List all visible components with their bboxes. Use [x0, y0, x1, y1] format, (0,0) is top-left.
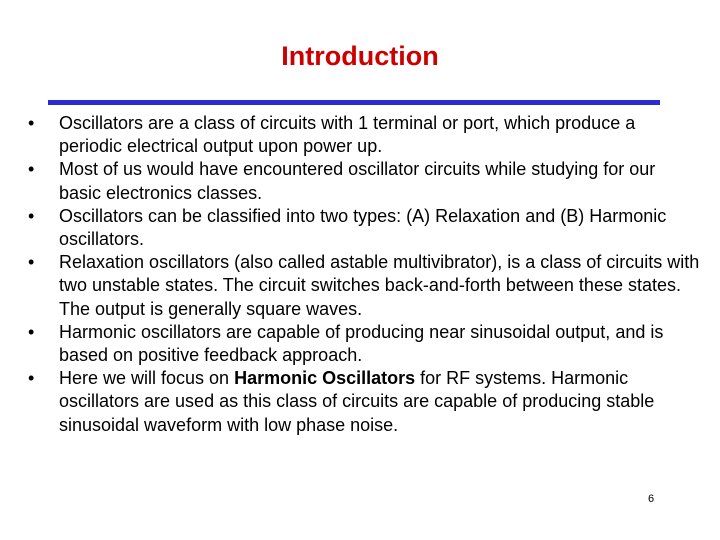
bullet-text-before: Here we will focus on	[59, 368, 235, 389]
bullet-list	[0, 112, 720, 437]
bullet-item-5	[0, 321, 720, 367]
bullet-item-3	[0, 205, 720, 251]
bullet-item-2	[0, 158, 720, 204]
bullet-marker: •	[28, 368, 35, 389]
bullet-marker: •	[28, 159, 35, 180]
bullet-text-after: for RF systems. Harmonic oscillators are used as this class of circuits are capable of producing stable sinusoidal waveform with low phase noise.	[59, 368, 655, 435]
bullet-marker: •	[28, 113, 35, 133]
bullet-item-1	[0, 112, 720, 158]
bullet-text: Most of us would have encountered oscillator circuits while studying for our basic electronics classes.	[59, 159, 656, 203]
page-number: 6	[648, 493, 655, 505]
bullet-marker: •	[28, 252, 35, 273]
bullet-text: Harmonic oscillators are capable of producing near sinusoidal output, and is based on positive feedback approach.	[59, 321, 664, 366]
bullet-bold-text: Harmonic Oscillators	[234, 368, 416, 389]
title-underline-rule	[48, 100, 660, 105]
bullet-text: Oscillators can be classified into two types: (A) Relaxation and (B) Harmonic oscillators.	[59, 205, 667, 250]
slide-title: Introduction	[281, 41, 439, 71]
bullet-marker: •	[28, 321, 35, 342]
bullet-text: Relaxation oscillators (also called astable multivibrator), is a class of circuits with two unstable states. The circuit switches back-and-forth between these states. The output is generally square waves.	[59, 252, 700, 319]
bullet-item-4	[0, 251, 720, 321]
bullet-text: Oscillators are a class of circuits with 1 terminal or port, which produce a periodic electrical output upon power up.	[59, 113, 636, 157]
bullet-item-6	[0, 367, 720, 437]
bullet-marker: •	[28, 205, 35, 226]
